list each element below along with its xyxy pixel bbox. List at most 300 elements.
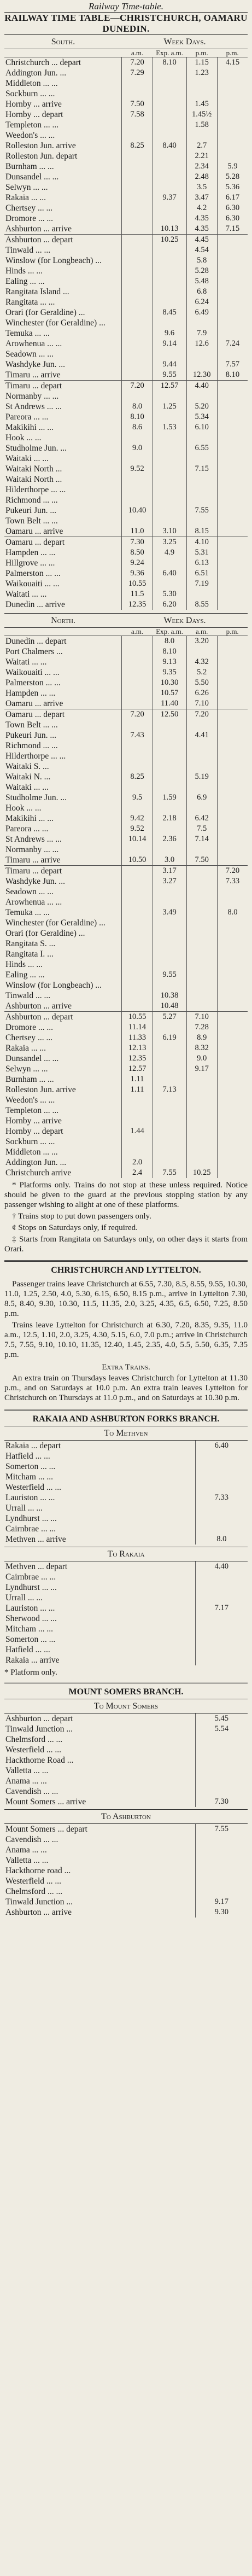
departure-time [122,474,153,485]
departure-time: 7.14 [186,834,217,844]
north-table [4,613,248,1178]
departure-time [122,1137,153,1147]
station-name: Weedon's ... ... [5,131,55,140]
station-name: Rolleston Jun. arrive [5,141,76,150]
departure-time [217,1095,248,1105]
departure-time: 8.15 [186,526,217,537]
departure-time [153,516,186,526]
departure-time [122,287,153,297]
departure-time [153,844,186,855]
station-name: Dunedin ... arrive [5,600,65,609]
departure-time: 7.9 [186,328,217,339]
station-name: Lauriston ... ... [5,1493,55,1502]
departure-time [186,516,217,526]
station-name: Waikouaiti ... ... [5,668,60,677]
departure-time [217,970,248,980]
station-name: Tinwald ... ... [5,991,51,1000]
departure-time: 5.9 [217,161,248,172]
col-sub: a.m. [122,628,153,636]
table-row [4,401,248,412]
station-name: Valletta ... ... [5,1766,49,1775]
station-name: Sockburn ... ... [5,89,55,98]
table-row [4,866,248,877]
departure-time [153,172,186,182]
station-name: Ashburton ... depart [5,1714,73,1723]
departure-time [217,276,248,287]
divider [4,1682,248,1683]
table-row [4,568,248,579]
station-name: Weedon's ... ... [5,1095,55,1105]
rakaia-title: RAKAIA AND ASHBURTON FORKS BRANCH. [32,1414,220,1424]
station-name: Mount Somers ... arrive [5,1797,86,1806]
departure-time: 2.48 [186,172,217,182]
departure-time [195,1582,248,1593]
departure-time [122,130,153,141]
departure-time: 10.50 [122,855,153,866]
table-row [4,1755,248,1765]
col-sub: Exp. a.m. [153,49,186,57]
departure-time: 9.14 [153,339,186,349]
station-name: Pareora ... ... [5,412,49,422]
departure-time: 11.14 [122,1022,153,1033]
departure-time: 4.9 [153,547,186,558]
departure-time: 4.32 [186,657,217,667]
station-name: Mitcham ... ... [5,1624,53,1634]
departure-time [195,1503,248,1513]
table-row [4,1845,248,1855]
table-row [4,318,248,328]
departure-time: 4.10 [186,537,217,548]
station-name: Timaru ... arrive [5,855,61,865]
station-name: Cavendish ... ... [5,1835,58,1844]
table-row [4,172,248,182]
departure-time [195,1645,248,1655]
station-name: Oamaru ... arrive [5,699,63,708]
departure-time [217,730,248,741]
departure-time [122,495,153,505]
departure-time [217,1033,248,1043]
station-name: Sockburn ... ... [5,1137,55,1146]
departure-time [186,1105,217,1116]
table-row [4,834,248,844]
table-row [4,636,248,647]
departure-time [217,824,248,834]
table-row [4,1655,248,1665]
departure-time: 1.45 [186,99,217,109]
station-name: Seadown ... ... [5,349,54,359]
table-row [4,1866,248,1876]
departure-time [153,287,186,297]
departure-time [122,370,153,381]
station-name: Richmond ... ... [5,496,58,505]
table-row [4,918,248,928]
departure-time: 6.42 [186,813,217,824]
departure-time [153,161,186,172]
departure-time [186,939,217,949]
departure-time: 3.49 [153,907,186,918]
departure-time [153,751,186,761]
table-row [4,1603,248,1613]
departure-time: 7.43 [122,730,153,741]
departure-time [153,761,186,772]
departure-time [217,1126,248,1137]
departure-time: 9.36 [122,568,153,579]
departure-time [217,667,248,678]
departure-time [122,751,153,761]
station-name: Port Chalmers ... [5,647,63,656]
departure-time [217,120,248,130]
departure-time: 7.20 [122,381,153,392]
departure-time [122,245,153,255]
departure-time: 3.10 [153,526,186,537]
table-row [4,99,248,109]
departure-time: 10.25 [153,235,186,246]
departure-time: 6.55 [186,443,217,453]
table-row [4,537,248,548]
table-row [4,1022,248,1033]
station-name: Methven ... arrive [5,1535,66,1544]
departure-time: 7.10 [186,1012,217,1023]
departure-time: 8.25 [122,772,153,782]
table-row [4,1776,248,1786]
station-name: Hook ... ... [5,803,42,813]
table-row [4,547,248,558]
station-name: Dromore ... ... [5,1023,53,1032]
departure-time [186,741,217,751]
departure-time [217,720,248,730]
table-row [4,495,248,505]
table-row [4,558,248,568]
table-row [4,1824,248,1835]
station-name: Timaru ... depart [4,381,122,392]
station-name: Middleton ... ... [5,79,58,88]
departure-time [186,495,217,505]
table-row [4,422,248,433]
departure-time [153,120,186,130]
departure-time: 7.30 [122,537,153,548]
col-sub: p.m. [186,49,217,57]
table-row [4,1168,248,1178]
departure-time: 2.7 [186,141,217,151]
table-row [4,120,248,130]
departure-time [217,657,248,667]
departure-time [122,266,153,276]
departure-time: 7.33 [195,1493,248,1503]
departure-time: 1.11 [122,1085,153,1095]
departure-time [217,698,248,709]
table-row [4,526,248,537]
departure-time [217,537,248,548]
station-name: Rangitata ... ... [5,298,55,307]
station-name: Hook ... ... [5,433,42,442]
departure-time [153,1043,186,1053]
table-row [4,876,248,887]
departure-time: 9.55 [153,370,186,381]
table-row [4,1441,248,1452]
table-row [4,516,248,526]
table-row [4,897,248,907]
departure-time [153,495,186,505]
station-name: Hilderthorpe ... ... [5,485,66,494]
station-name: Seadown ... ... [5,887,54,896]
station-name: Ealing ... ... [5,970,45,980]
table-row [4,1043,248,1053]
departure-time: 6.30 [217,213,248,224]
table-row [4,161,248,172]
divider [4,1260,248,1262]
departure-time [153,1126,186,1137]
table-row [4,751,248,761]
station-name: Templeton ... ... [5,120,59,130]
departure-time: 3.25 [153,537,186,548]
departure-time [186,433,217,443]
footnote: ‡ Starts from Rangitata on Saturdays only, on other days it starts from Orari. [4,1235,248,1254]
station-name: Templeton ... ... [5,1106,59,1115]
departure-time [186,78,217,89]
station-name: St Andrews ... ... [5,402,62,411]
station-name: Rolleston Jun. arrive [5,1085,76,1094]
footnote: ¢ Stops on Saturdays only, if required. [12,1223,138,1232]
departure-time [153,558,186,568]
departure-time [217,589,248,599]
direction-label: North. [4,614,122,628]
table-row [4,589,248,599]
departure-time: 9.0 [186,1053,217,1064]
station-name: Hornby ... depart [5,110,63,119]
departure-time [195,1734,248,1745]
station-name: Hatfield ... ... [5,1645,50,1654]
station-name: Hornby ... arrive [5,100,62,109]
departure-time [122,339,153,349]
departure-time [122,667,153,678]
lyttelton-para: An extra train on Thursdays leaves Christchurch for Lyttelton at 11.30 p.m., and on Saturdays at 10.0 p.m. An extra train leaves Lyttelton for Christchurch on Thursdays at 11.0 p.m., and on Saturdays at 10.30 p.m. [4,1374,248,1402]
departure-time [217,381,248,392]
table-row [4,824,248,834]
departure-time [153,297,186,307]
table-row [4,1765,248,1776]
departure-time [153,897,186,907]
departure-time [217,89,248,99]
departure-time: 12.57 [122,1064,153,1074]
table-row [4,245,248,255]
station-name: Timaru ... arrive [5,370,61,380]
station-name: Burnham ... ... [5,162,54,171]
table-row [4,1876,248,1886]
departure-time [122,970,153,980]
station-name: Makikihi ... ... [5,423,54,432]
col-sub: Exp. a.m. [153,628,186,636]
departure-time: 9.52 [122,824,153,834]
departure-time [122,939,153,949]
station-name: Waitati ... ... [5,590,47,599]
departure-time [186,1095,217,1105]
station-name: Rakaia ... ... [5,1044,46,1053]
divider [4,1409,248,1411]
departure-time [153,579,186,589]
departure-time [186,453,217,464]
station-name: Cavendish ... ... [5,1787,58,1796]
departure-time [217,474,248,485]
station-name: Ashburton ... depart [4,1012,122,1023]
table-row [4,855,248,866]
departure-time: 8.0 [153,636,186,647]
departure-time [217,412,248,422]
departure-time [217,349,248,359]
departure-time [217,1043,248,1053]
departure-time [186,318,217,328]
table-row [4,287,248,297]
departure-time [195,1655,248,1665]
departure-time [195,1634,248,1645]
station-name: Dunedin ... depart [5,637,67,646]
departure-time: 10.57 [153,688,186,698]
departure-time [217,130,248,141]
station-name: Ashburton ... arrive [5,1908,72,1917]
table-row [4,297,248,307]
departure-time [217,433,248,443]
table-row [4,980,248,990]
table-row [4,381,248,392]
table-row [4,844,248,855]
station-name: Waitati ... ... [5,657,47,667]
rakaia-table [4,1547,248,1665]
table-row [4,678,248,688]
departure-time [217,422,248,433]
departure-time [153,99,186,109]
departure-time [217,266,248,276]
departure-time: 11.0 [122,526,153,537]
departure-time: 7.10 [186,698,217,709]
departure-time [122,918,153,928]
departure-time [217,897,248,907]
footnotes [4,1178,248,1258]
departure-time: 6.9 [186,792,217,803]
departure-time [195,1886,248,1897]
departure-time: 8.45 [153,307,186,318]
table-row [4,57,248,68]
departure-time: 11.33 [122,1033,153,1043]
departure-time: 7.20 [186,709,217,720]
table-row [4,1524,248,1534]
departure-time: 10.30 [153,678,186,688]
table-row [4,89,248,99]
sub-head [4,49,248,57]
col-sub: a.m. [122,49,153,57]
station-name: Town Belt ... ... [5,720,58,730]
departure-time: 11.5 [122,589,153,599]
departure-time [217,939,248,949]
station-name: Cairnbrae ... ... [5,1572,56,1582]
table-row [4,182,248,193]
col-sub: a.m. [186,628,217,636]
table-row [4,412,248,422]
departure-time: 10.14 [122,834,153,844]
departure-time [217,78,248,89]
departure-time [122,193,153,203]
departure-time: 10.38 [153,990,186,1001]
departure-time [217,949,248,959]
departure-time [195,1745,248,1755]
departure-time: 6.51 [186,568,217,579]
departure-time [217,761,248,772]
departure-time: 12.50 [153,709,186,720]
departure-time: 7.50 [186,855,217,866]
departure-time [217,636,248,647]
departure-time [122,1116,153,1126]
departure-time [217,887,248,897]
station-name: Anama ... ... [5,1776,47,1786]
station-name: Valletta ... ... [5,1856,49,1865]
departure-time [122,172,153,182]
departure-time: 8.32 [186,1043,217,1053]
table-row [4,887,248,897]
departure-time [195,1765,248,1776]
departure-time [195,1451,248,1461]
departure-time [153,1064,186,1074]
departure-time [153,772,186,782]
departure-time: 8.10 [153,57,186,68]
table-row [4,1451,248,1461]
departure-time: 8.50 [122,547,153,558]
departure-time [153,130,186,141]
sub-head [4,628,248,636]
departure-time [122,391,153,401]
station-name: Selwyn ... ... [5,1064,48,1074]
departure-time [217,709,248,720]
rakaia-section [4,1426,248,1680]
departure-time [195,1472,248,1482]
departure-time [122,907,153,918]
table-row [4,1897,248,1907]
station-name: Pukeuri Jun. ... [5,731,56,740]
departure-time [217,328,248,339]
station-name: Ashburton ... arrive [5,1001,72,1011]
table-row [4,453,248,464]
departure-time: 8.10 [217,370,248,381]
departure-time [153,318,186,328]
station-name: Washdyke Jun. ... [5,877,65,886]
departure-time: 7.15 [217,224,248,235]
table-row [4,1095,248,1105]
departure-time [122,1001,153,1012]
departure-time [153,741,186,751]
departure-time [122,688,153,698]
table-row [4,1572,248,1582]
departure-time [122,203,153,213]
departure-time [217,401,248,412]
departure-time [122,698,153,709]
departure-time [153,782,186,792]
departure-time [195,1513,248,1524]
station-name: Lyndhurst ... ... [5,1583,57,1592]
departure-time [195,1482,248,1493]
departure-time: 5.28 [217,172,248,182]
departure-time [217,599,248,610]
departure-time [217,318,248,328]
departure-time [153,443,186,453]
departure-time [217,980,248,990]
station-name: Urrall ... ... [5,1503,43,1513]
table-row [4,255,248,266]
departure-time [217,464,248,474]
departure-time [217,485,248,495]
departure-time [153,89,186,99]
table-row [4,741,248,751]
departure-time [153,182,186,193]
departure-time: 4.35 [186,224,217,235]
ms-table [4,1699,248,1807]
station-name: Studholme Jun. ... [5,444,67,453]
